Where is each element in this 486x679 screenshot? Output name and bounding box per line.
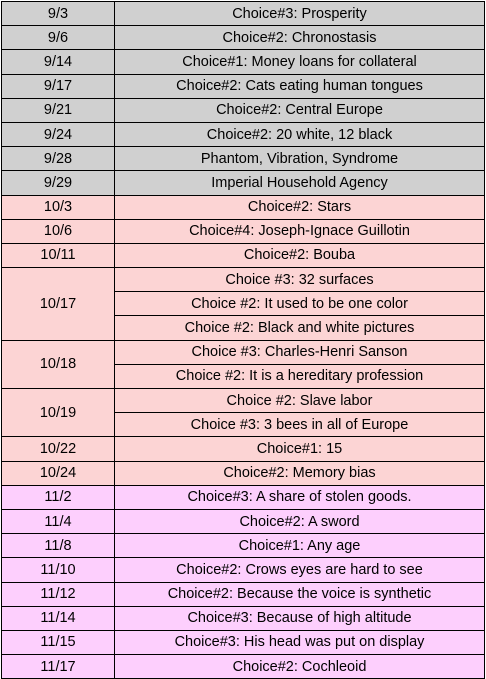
date-cell: 10/24 xyxy=(2,461,115,485)
table-row xyxy=(2,437,485,461)
table-row xyxy=(2,655,485,679)
date-cell: 10/19 xyxy=(2,389,115,437)
date-cell: 11/4 xyxy=(2,509,115,533)
table-row xyxy=(2,195,485,219)
table-row xyxy=(2,26,485,50)
table-row xyxy=(2,219,485,243)
date-cell: 9/29 xyxy=(2,171,115,195)
answer-cell: Choice #2: Slave labor xyxy=(115,389,485,413)
answer-cell: Choice#2: A sword xyxy=(115,509,485,533)
answer-cell: Choice#2: Cochleoid xyxy=(115,655,485,679)
date-cell: 9/17 xyxy=(2,74,115,98)
answer-cell: Choice #2: Black and white pictures xyxy=(115,316,485,340)
answer-cell: Choice#1: Any age xyxy=(115,534,485,558)
answer-cell: Phantom, Vibration, Syndrome xyxy=(115,147,485,171)
table-row xyxy=(2,582,485,606)
table-row xyxy=(2,74,485,98)
table-row xyxy=(2,171,485,195)
answer-cell: Choice #2: It used to be one color xyxy=(115,292,485,316)
table-row xyxy=(2,461,485,485)
answer-cell: Choice#2: Crows eyes are hard to see xyxy=(115,558,485,582)
table-row xyxy=(2,2,485,26)
answer-cell: Choice#2: Cats eating human tongues xyxy=(115,74,485,98)
answer-cell: Choice#1: Money loans for collateral xyxy=(115,50,485,74)
answer-cell: Choice#2: 20 white, 12 black xyxy=(115,122,485,146)
table-row xyxy=(2,147,485,171)
table-row xyxy=(2,122,485,146)
answer-cell: Choice#2: Because the voice is synthetic xyxy=(115,582,485,606)
table-row xyxy=(2,389,485,413)
date-cell: 10/3 xyxy=(2,195,115,219)
date-cell: 11/14 xyxy=(2,606,115,630)
table-row xyxy=(2,630,485,654)
table-row xyxy=(2,268,485,292)
answer-cell: Choice#2: Stars xyxy=(115,195,485,219)
date-cell: 9/21 xyxy=(2,98,115,122)
answer-cell: Imperial Household Agency xyxy=(115,171,485,195)
date-cell: 11/2 xyxy=(2,485,115,509)
date-cell: 11/12 xyxy=(2,582,115,606)
date-cell: 9/14 xyxy=(2,50,115,74)
date-cell: 11/15 xyxy=(2,630,115,654)
date-cell: 11/10 xyxy=(2,558,115,582)
quiz-answers-table xyxy=(1,1,485,679)
date-cell: 11/17 xyxy=(2,655,115,679)
table-row xyxy=(2,98,485,122)
table-row xyxy=(2,243,485,267)
table-row xyxy=(2,340,485,364)
date-cell: 10/11 xyxy=(2,243,115,267)
answer-cell: Choice #3: 32 surfaces xyxy=(115,268,485,292)
answer-cell: Choice #3: Charles-Henri Sanson xyxy=(115,340,485,364)
answer-cell: Choice#2: Memory bias xyxy=(115,461,485,485)
answer-cell: Choice#3: A share of stolen goods. xyxy=(115,485,485,509)
table-row xyxy=(2,50,485,74)
table-row xyxy=(2,534,485,558)
answer-cell: Choice#4: Joseph-Ignace Guillotin xyxy=(115,219,485,243)
answer-cell: Choice #3: 3 bees in all of Europe xyxy=(115,413,485,437)
date-cell: 11/8 xyxy=(2,534,115,558)
date-cell: 9/28 xyxy=(2,147,115,171)
answer-cell: Choice#1: 15 xyxy=(115,437,485,461)
date-cell: 9/3 xyxy=(2,2,115,26)
table-row xyxy=(2,558,485,582)
table-row xyxy=(2,509,485,533)
answer-cell: Choice#3: Because of high altitude xyxy=(115,606,485,630)
answer-cell: Choice#3: His head was put on display xyxy=(115,630,485,654)
date-cell: 10/6 xyxy=(2,219,115,243)
answer-cell: Choice#2: Bouba xyxy=(115,243,485,267)
table-row xyxy=(2,606,485,630)
answer-cell: Choice#2: Central Europe xyxy=(115,98,485,122)
table-body xyxy=(2,2,485,679)
date-cell: 10/17 xyxy=(2,268,115,341)
table-row xyxy=(2,485,485,509)
date-cell: 10/22 xyxy=(2,437,115,461)
date-cell: 10/18 xyxy=(2,340,115,388)
answer-cell: Choice #2: It is a hereditary profession xyxy=(115,364,485,388)
answer-cell: Choice#2: Chronostasis xyxy=(115,26,485,50)
date-cell: 9/6 xyxy=(2,26,115,50)
date-cell: 9/24 xyxy=(2,122,115,146)
answer-cell: Choice#3: Prosperity xyxy=(115,2,485,26)
